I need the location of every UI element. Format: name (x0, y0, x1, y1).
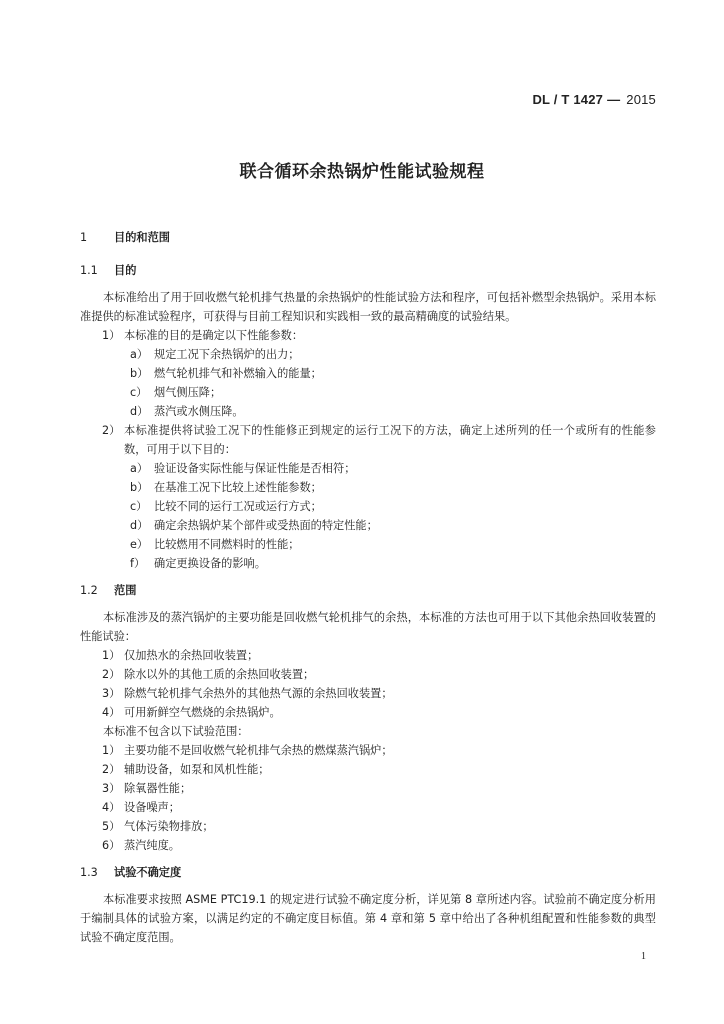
list-item (80, 326, 656, 345)
list-label: d） (130, 405, 149, 418)
list-label: e） (130, 538, 149, 551)
list-text: 本标准的目的是确定以下性能参数： (124, 329, 304, 342)
paragraph: 本标准不包含以下试验范围： (103, 725, 249, 738)
list-text: 设备噪声； (124, 801, 180, 814)
list-label: 1） (102, 649, 121, 662)
sub-list-item (80, 383, 656, 402)
section-number: 1.3 (80, 866, 98, 879)
standard-code-number: DL / T 1427 (532, 92, 604, 107)
list-label: 5） (102, 820, 121, 833)
list-item (80, 646, 656, 665)
section-1-heading (80, 228, 656, 247)
list-label: 2） (102, 424, 121, 437)
list-label: 3） (102, 687, 121, 700)
section-number: 1.2 (80, 584, 98, 597)
sub-list-item (80, 478, 656, 497)
list-item (80, 684, 656, 703)
section-1-2-heading (80, 581, 656, 600)
list-label: c） (130, 386, 148, 399)
list-text: 蒸汽纯度。 (124, 839, 180, 852)
list-label: 3） (102, 782, 121, 795)
list-item (80, 760, 656, 779)
sub-list-item (80, 345, 656, 364)
list-text: 除氧器性能； (124, 782, 192, 795)
sub-list-item (80, 459, 656, 478)
list-item (80, 421, 656, 459)
list-text: 比较不同的运行工况或运行方式； (154, 500, 322, 513)
page-number: 1 (641, 951, 646, 962)
list-item (80, 798, 656, 817)
list-text: 验证设备实际性能与保证性能是否相符； (154, 462, 356, 475)
paragraph: 本标准涉及的蒸汽锅炉的主要功能是回收燃气轮机排气的余热，本标准的方法也可用于以下其他余热回收装置的性能试验： (80, 611, 656, 643)
document-title: 联合循环余热锅炉性能试验规程 (239, 162, 485, 182)
list-label: 6） (102, 839, 121, 852)
standard-code-year: 2015 (626, 92, 656, 107)
section-number: 1.1 (80, 264, 98, 277)
section-title: 范围 (114, 584, 137, 597)
sub-list-item (80, 535, 656, 554)
list-text: 确定余热锅炉某个部件或受热面的特定性能； (154, 519, 378, 532)
list-label: 2） (102, 763, 121, 776)
list-text: 规定工况下余热锅炉的出力； (154, 348, 300, 361)
sub-list-item (80, 497, 656, 516)
list-label: 2） (102, 668, 121, 681)
section-title: 目的 (114, 264, 137, 277)
section-number: 1 (80, 231, 88, 244)
list-text: 烟气侧压降； (154, 386, 222, 399)
list-text: 气体污染物排放； (124, 820, 214, 833)
section-title: 目的和范围 (114, 231, 170, 244)
list-label: 1） (102, 744, 121, 757)
list-text: 可用新鲜空气燃烧的余热锅炉。 (124, 706, 281, 719)
list-label: 4） (102, 706, 121, 719)
list-text: 蒸汽或水侧压降。 (154, 405, 244, 418)
standard-code (532, 92, 656, 107)
list-item (80, 703, 656, 722)
list-label: b） (130, 481, 149, 494)
standard-code-dash: — (607, 92, 621, 107)
list-text: 辅助设备，如泵和风机性能； (124, 763, 270, 776)
list-label: 1） (102, 329, 121, 342)
list-text: 除水以外的其他工质的余热回收装置； (124, 668, 315, 681)
list-text: 比较燃用不同燃料时的性能； (154, 538, 300, 551)
list-label: f） (130, 557, 146, 570)
paragraph: 本标准要求按照 ASME PTC19.1 的规定进行试验不确定度分析，详见第 8 章所述内容。试验前不确定度分析用于编制具体的试验方案，以满足约定的不确定度目标值。第 4 章和第 5 章中给出了各种机组配置和性能参数的典型试验不确定度范围。 (80, 893, 656, 944)
paragraph: 本标准给出了用于回收燃气轮机排气热量的余热锅炉的性能试验方法和程序，可包括补燃型余热锅炉。采用本标准提供的标准试验程序，可获得与目前工程知识和实践相一致的最高精确度的试验结果。 (80, 291, 656, 323)
list-label: a） (130, 462, 149, 475)
list-item (80, 665, 656, 684)
list-text: 除燃气轮机排气余热外的其他热气源的余热回收装置； (124, 687, 393, 700)
list-text: 确定更换设备的影响。 (154, 557, 266, 570)
section-1-1-heading (80, 261, 656, 280)
list-text: 主要功能不是回收燃气轮机排气余热的燃煤蒸汽锅炉； (124, 744, 393, 757)
sub-list-item (80, 516, 656, 535)
sub-list-item (80, 364, 656, 383)
list-label: b） (130, 367, 149, 380)
sub-list-item (80, 402, 656, 421)
list-item (80, 817, 656, 836)
list-label: c） (130, 500, 148, 513)
document-body (80, 228, 656, 947)
list-text: 仅加热水的余热回收装置； (124, 649, 259, 662)
section-1-3-heading (80, 863, 656, 882)
list-label: 4） (102, 801, 121, 814)
list-text: 本标准提供将试验工况下的性能修正到规定的运行工况下的方法，确定上述所列的任一个或所有的性能参数，可用于以下目的： (124, 424, 656, 456)
list-item (80, 836, 656, 855)
list-item (80, 779, 656, 798)
list-text: 燃气轮机排气和补燃输入的能量； (154, 367, 322, 380)
section-title: 试验不确定度 (114, 866, 182, 879)
list-label: d） (130, 519, 149, 532)
list-item (80, 741, 656, 760)
list-label: a） (130, 348, 149, 361)
sub-list-item (80, 554, 656, 573)
list-text: 在基准工况下比较上述性能参数； (154, 481, 322, 494)
